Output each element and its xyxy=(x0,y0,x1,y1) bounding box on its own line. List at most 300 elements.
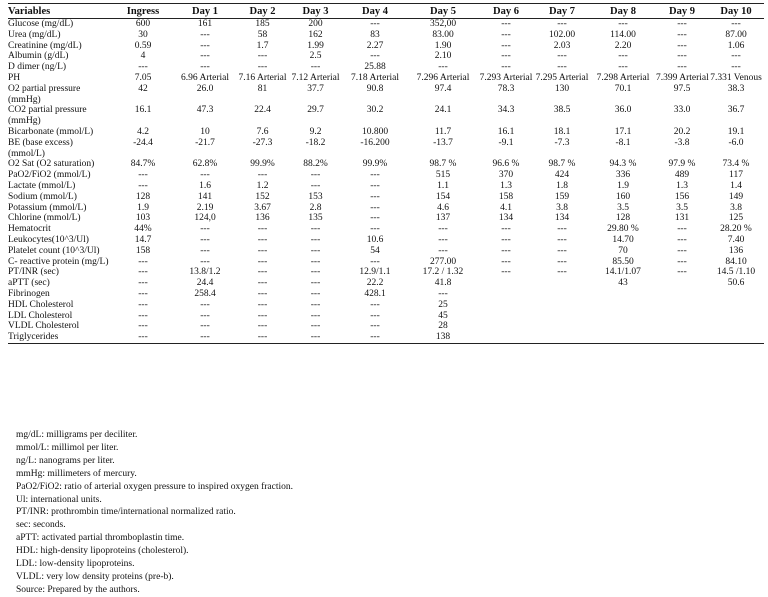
table-cell: --- xyxy=(370,310,380,321)
table-cell xyxy=(656,289,708,300)
table-cell: 44% xyxy=(134,224,152,235)
table-row xyxy=(8,213,764,224)
table-cell: --- xyxy=(257,267,268,278)
table-row xyxy=(8,300,764,311)
table-cell: 1.06 xyxy=(727,40,745,51)
table-row xyxy=(8,41,764,52)
footnote-line: PaO2/FiO2: ratio of arterial oxygen pressure to inspired oxygen fraction. xyxy=(16,481,294,492)
table-cell: --- xyxy=(557,62,567,73)
table-cell: 11.7 xyxy=(434,126,452,137)
footnote-line: VLDL: very low density proteins (pre-b). xyxy=(16,571,174,582)
table-cell: 24.1 xyxy=(434,105,452,116)
table-cell: 96.6 % xyxy=(492,159,520,170)
column-header: Day 10 xyxy=(708,4,764,19)
table-body xyxy=(8,19,764,344)
footnote-line: ng/L: nanograms per liter. xyxy=(16,455,115,466)
table-cell: --- xyxy=(677,51,687,62)
table-cell: --- xyxy=(200,170,210,181)
table-cell xyxy=(708,321,764,332)
table-row xyxy=(8,267,764,278)
table-cell: --- xyxy=(257,321,268,332)
table-cell xyxy=(708,311,764,322)
column-header: Day 7 xyxy=(534,4,590,19)
table-cell xyxy=(478,321,534,332)
table-cell: 73.4 % xyxy=(722,159,750,170)
table-cell: 9.2 xyxy=(309,126,322,137)
table-cell: 102.00 xyxy=(548,29,576,40)
table-cell: 114.00 xyxy=(610,29,636,40)
table-cell: 97.4 xyxy=(434,83,452,94)
table-cell: 2.20 xyxy=(614,40,632,51)
table-cell: 136 xyxy=(728,245,744,256)
table-cell: 99.9% xyxy=(362,159,388,170)
row-label: Hematocrit xyxy=(8,224,51,235)
table-cell: 18.1 xyxy=(553,126,571,137)
table-row xyxy=(8,30,764,41)
table-cell: -21.7 xyxy=(195,137,215,148)
table-cell xyxy=(656,311,708,322)
table-cell: 1.99 xyxy=(307,40,324,51)
table-cell: 54 xyxy=(370,245,380,256)
row-label: LDL Cholesterol xyxy=(8,310,73,321)
table-cell: 4.6 xyxy=(437,202,449,213)
table-cell xyxy=(534,300,590,311)
table-cell: --- xyxy=(370,213,380,224)
table-cell: --- xyxy=(200,51,210,62)
table-cell: 3.8 xyxy=(556,202,568,213)
table-row xyxy=(8,105,764,127)
table-cell xyxy=(478,289,534,300)
table-cell: 29.80 % xyxy=(607,224,639,235)
row-label: Fibrinogen xyxy=(8,288,50,299)
table-cell: 2.27 xyxy=(366,40,384,51)
table-cell: --- xyxy=(138,321,148,332)
table-cell: --- xyxy=(501,29,511,40)
table-cell: --- xyxy=(112,332,174,343)
table-cell: 10.800 xyxy=(361,126,389,137)
column-header: Day 6 xyxy=(478,4,534,19)
row-label: HDL Cholesterol xyxy=(8,299,74,310)
table-cell: --- xyxy=(677,40,687,51)
table-cell: --- xyxy=(677,234,687,245)
table-cell: 14.7 xyxy=(134,234,152,245)
table-cell: 70 xyxy=(618,245,628,256)
table-cell: 258.4 xyxy=(194,288,216,299)
table-cell: --- xyxy=(438,245,448,256)
table-cell: -3.8 xyxy=(674,137,690,148)
table-row xyxy=(8,192,764,203)
table-cell: 94.3 % xyxy=(609,159,637,170)
table-cell: 128 xyxy=(615,213,631,224)
table-cell: --- xyxy=(138,256,148,267)
table-cell xyxy=(590,321,656,332)
table-cell: --- xyxy=(501,267,511,278)
table-cell: --- xyxy=(370,191,380,202)
row-label: Sodium (mmol/L) xyxy=(8,191,77,202)
table-cell: --- xyxy=(257,288,268,299)
table-cell: 62.8% xyxy=(192,159,218,170)
table-row xyxy=(8,332,764,343)
table-cell: 7.05 xyxy=(134,72,152,83)
table-cell: 117 xyxy=(729,170,743,181)
table-cell: 17.1 xyxy=(614,126,632,137)
table-cell: 277.00 xyxy=(429,256,457,267)
table-cell: 1.9 xyxy=(137,202,149,213)
table-cell: --- xyxy=(257,245,268,256)
table-cell: 158 xyxy=(135,245,151,256)
table-cell xyxy=(534,278,590,289)
table-cell: 7.16 Arterial xyxy=(238,72,287,83)
table-cell: --- xyxy=(138,267,148,278)
table-cell: --- xyxy=(501,234,511,245)
table-cell: 81 xyxy=(257,83,268,94)
table-row xyxy=(8,246,764,257)
table-cell: --- xyxy=(310,321,321,332)
table-cell: 45 xyxy=(438,310,448,321)
table-cell: --- xyxy=(557,256,567,267)
column-header: Variables xyxy=(8,4,112,19)
table-cell: --- xyxy=(342,332,408,343)
table-cell: 34.3 xyxy=(497,105,515,116)
table-cell: 156 xyxy=(674,191,690,202)
table-cell: 4 xyxy=(140,51,146,62)
table-cell: 97.5 xyxy=(673,83,691,94)
table-cell: 7.331 Venous xyxy=(710,72,762,83)
footnote-line: Ul: international units. xyxy=(16,494,102,505)
table-cell: --- xyxy=(310,256,321,267)
table-cell: 136 xyxy=(255,213,270,224)
row-label: D dimer (ng/L) xyxy=(8,62,67,73)
row-label: Potassium (mmol/L) xyxy=(8,202,87,213)
table-cell: -18.2 xyxy=(305,137,326,148)
table-row xyxy=(8,19,764,30)
table-cell: 7.18 Arterial xyxy=(350,72,399,83)
table-cell: 352,00 xyxy=(429,19,457,29)
table-cell: 29.7 xyxy=(307,105,324,116)
table-cell: --- xyxy=(731,62,741,73)
table-cell: 88.2% xyxy=(303,159,328,170)
table-cell: --- xyxy=(257,51,268,62)
table-cell: --- xyxy=(257,256,268,267)
table-cell: 160 xyxy=(615,191,631,202)
table-row xyxy=(8,181,764,192)
table-cell: 131 xyxy=(674,213,690,224)
row-label: aPTT (sec) xyxy=(8,278,50,289)
table-cell: 42 xyxy=(138,83,148,94)
table-cell: 12.9/1.1 xyxy=(359,267,391,278)
table-cell: 6.96 Arterial xyxy=(180,72,229,83)
footnote-line: LDL: low-density lipoproteins. xyxy=(16,559,135,570)
table-cell: 2.8 xyxy=(309,202,322,213)
row-label: CO2 partial pressure (mmHg) xyxy=(8,105,87,127)
table-cell: --- xyxy=(310,299,321,310)
table-cell: 162 xyxy=(308,29,323,40)
column-header: Ingress xyxy=(112,4,174,19)
table-cell: --- xyxy=(200,224,210,235)
table-cell: --- xyxy=(200,29,210,40)
table-cell: --- xyxy=(200,62,210,73)
table-cell: 97.9 % xyxy=(668,159,696,170)
table-cell: 14.5 /1.10 xyxy=(716,267,756,278)
table-cell: 1.90 xyxy=(434,40,452,51)
table-cell xyxy=(656,300,708,311)
table-row xyxy=(8,127,764,138)
column-header: Day 5 xyxy=(408,4,478,19)
table-cell: --- xyxy=(557,267,567,278)
table-cell: --- xyxy=(557,224,567,235)
footnote-line: Source: Prepared by the authors. xyxy=(16,584,140,595)
table-cell: 336 xyxy=(615,170,631,181)
table-cell: --- xyxy=(677,62,687,73)
table-cell: --- xyxy=(501,62,511,73)
table-cell: 83 xyxy=(370,29,380,40)
table-cell: --- xyxy=(618,19,628,29)
table-cell: --- xyxy=(138,62,148,73)
table-cell: 489 xyxy=(674,170,690,181)
table-cell: 185 xyxy=(255,19,270,29)
table-cell xyxy=(708,289,764,300)
table-cell xyxy=(656,332,708,343)
table-cell: 16.1 xyxy=(134,105,152,116)
table-cell: -7.3 xyxy=(554,137,570,148)
table-cell: 7.293 Arterial xyxy=(479,72,533,83)
table-row xyxy=(8,51,764,62)
table-cell: --- xyxy=(138,299,148,310)
column-header: Day 4 xyxy=(342,4,408,19)
table-cell: --- xyxy=(310,170,321,181)
table-cell: -13.7 xyxy=(433,137,453,148)
table-cell: 1.3 xyxy=(676,180,688,191)
table-cell: -16.200 xyxy=(360,137,390,148)
table-cell: 25.88 xyxy=(364,62,386,73)
row-label: O2 partial pressure (mmHg) xyxy=(8,83,81,105)
table-cell: 134 xyxy=(498,213,514,224)
table-cell xyxy=(534,289,590,300)
table-cell: 28 xyxy=(438,321,448,332)
row-label: C- reactive protein (mg/L) xyxy=(8,256,109,267)
table-cell: 149 xyxy=(728,191,744,202)
table-cell: 7.12 Arterial xyxy=(291,72,340,83)
table-cell: 1.6 xyxy=(199,180,211,191)
table-row xyxy=(8,170,764,181)
table-cell: 25 xyxy=(438,299,448,310)
table-cell: 41.8 xyxy=(434,278,452,289)
table-cell: 3.5 xyxy=(676,202,688,213)
table-cell: 1.9 xyxy=(617,180,629,191)
row-label: Creatinine (mg/dL) xyxy=(8,40,82,51)
lab-results-table xyxy=(8,3,764,344)
table-cell: 84.10 xyxy=(725,256,747,267)
table-cell: 16.1 xyxy=(497,126,515,137)
footnote-line: aPTT: activated partial thromboplastin time. xyxy=(16,533,185,544)
row-label: Bicarbonate (mmol/L) xyxy=(8,126,94,137)
table-cell xyxy=(534,311,590,322)
table-cell: 87.00 xyxy=(725,29,747,40)
table-cell: --- xyxy=(501,256,511,267)
table-cell: --- xyxy=(200,310,210,321)
table-cell: --- xyxy=(174,332,236,343)
table-cell xyxy=(478,332,534,343)
table-cell: 3.67 xyxy=(254,202,271,213)
table-cell: 154 xyxy=(435,191,451,202)
table-cell: --- xyxy=(501,19,511,29)
table-cell xyxy=(534,321,590,332)
table-cell: 26.0 xyxy=(196,83,214,94)
table-cell: --- xyxy=(310,288,321,299)
table-cell: --- xyxy=(677,256,687,267)
table-cell: --- xyxy=(310,62,321,73)
row-label: Lactate (mmol/L) xyxy=(8,180,76,191)
table-cell: 1.8 xyxy=(556,180,568,191)
row-label: Chlorine (mmol/L) xyxy=(8,213,81,224)
table-cell: 84.7% xyxy=(130,159,156,170)
table-cell: --- xyxy=(257,299,268,310)
table-cell: 103 xyxy=(135,213,151,224)
table-cell xyxy=(590,332,656,343)
table-row xyxy=(8,257,764,268)
table-cell: 38.3 xyxy=(727,83,745,94)
table-cell: 24.4 xyxy=(196,278,214,289)
table-cell xyxy=(478,300,534,311)
row-label: Platelet count (10^3/Ul) xyxy=(8,245,100,256)
table-row xyxy=(8,203,764,214)
table-cell: --- xyxy=(370,170,380,181)
table-cell: 7.6 xyxy=(256,126,269,137)
table-cell: -24.4 xyxy=(133,137,153,148)
table-cell: 2.5 xyxy=(309,51,322,62)
table-cell: --- xyxy=(257,234,268,245)
table-cell: 370 xyxy=(498,170,514,181)
table-cell: 161 xyxy=(197,19,213,29)
table-cell: 153 xyxy=(308,191,323,202)
table-cell: 37.7 xyxy=(307,83,324,94)
table-cell: 85.50 xyxy=(612,256,634,267)
table-cell: 159 xyxy=(554,191,570,202)
row-label: PaO2/FiO2 (mmol/L) xyxy=(8,170,91,181)
table-header-row xyxy=(8,4,764,19)
table-cell: --- xyxy=(200,299,210,310)
table-cell: --- xyxy=(370,19,380,29)
table-cell: --- xyxy=(501,245,511,256)
table-row xyxy=(8,62,764,73)
table-cell: 7.40 xyxy=(727,234,745,245)
table-cell: --- xyxy=(200,245,210,256)
table-cell xyxy=(590,311,656,322)
table-cell: 98.7 % xyxy=(429,159,457,170)
table-cell xyxy=(656,321,708,332)
table-cell xyxy=(590,300,656,311)
table-cell: 1.1 xyxy=(437,180,449,191)
table-cell: 2.03 xyxy=(553,40,571,51)
table-cell: --- xyxy=(731,51,741,62)
table-cell: --- xyxy=(138,180,148,191)
table-cell: --- xyxy=(438,288,448,299)
table-cell: 1.7 xyxy=(256,40,269,51)
table-cell: -8.1 xyxy=(615,137,631,148)
row-label: O2 Sat (O2 saturation) xyxy=(8,159,95,170)
row-label: PH xyxy=(8,72,21,83)
footnote-line: mmHg: millimeters of mercury. xyxy=(16,468,137,479)
table-cell: --- xyxy=(557,245,567,256)
table-cell: --- xyxy=(310,278,321,289)
row-label: Leukocytes(10^3/Ul) xyxy=(8,234,89,245)
column-header: Day 2 xyxy=(236,4,289,19)
table-cell: 428.1 xyxy=(364,288,386,299)
table-cell: 7.295 Arterial xyxy=(535,72,589,83)
table-cell: 200 xyxy=(308,19,323,29)
table-cell: --- xyxy=(438,62,448,73)
table-cell xyxy=(478,278,534,289)
table-cell: --- xyxy=(618,62,628,73)
table-cell: --- xyxy=(501,51,511,62)
table-cell: --- xyxy=(557,234,567,245)
table-cell: --- xyxy=(370,224,380,235)
table-cell: 7.399 Arterial xyxy=(656,72,709,83)
table-cell: --- xyxy=(501,224,511,235)
footnote-line: HDL: high-density lipoproteins (cholesterol). xyxy=(16,546,189,557)
table-cell: 83.00 xyxy=(432,29,454,40)
table-row xyxy=(8,311,764,322)
table-cell: 36.7 xyxy=(727,105,745,116)
table-cell: --- xyxy=(236,332,289,343)
table-cell: --- xyxy=(370,299,380,310)
table-cell: 158 xyxy=(498,191,514,202)
footnote-line: mmol/L: millimol per liter. xyxy=(16,442,119,453)
table-cell: --- xyxy=(557,51,567,62)
table-cell: 38.5 xyxy=(553,105,571,116)
table-cell xyxy=(708,332,764,343)
table-cell: --- xyxy=(677,29,687,40)
table-cell: --- xyxy=(310,224,321,235)
table-cell: -9.1 xyxy=(498,137,514,148)
table-cell: 141 xyxy=(197,191,213,202)
table-cell: --- xyxy=(257,310,268,321)
table-cell: 90.8 xyxy=(366,83,384,94)
table-cell: -27.3 xyxy=(252,137,273,148)
table-cell: 138 xyxy=(408,332,478,343)
table-cell: --- xyxy=(138,288,148,299)
table-cell: --- xyxy=(370,180,380,191)
table-cell: 2.10 xyxy=(434,51,452,62)
table-cell: --- xyxy=(200,40,210,51)
table-cell: --- xyxy=(138,278,148,289)
table-cell: 22.2 xyxy=(366,278,384,289)
row-label: Triglycerides xyxy=(8,332,112,343)
table-cell: 424 xyxy=(554,170,570,181)
table-cell: --- xyxy=(370,321,380,332)
footnote-line: sec: seconds. xyxy=(16,520,66,531)
table-cell: --- xyxy=(370,256,380,267)
table-cell: --- xyxy=(310,180,321,191)
row-label: Albumin (g/dL) xyxy=(8,51,69,62)
table-row xyxy=(8,278,764,289)
table-cell: 1.2 xyxy=(256,180,269,191)
table-cell: 600 xyxy=(135,19,151,29)
table-cell: 137 xyxy=(435,213,451,224)
table-cell: 1.3 xyxy=(500,180,512,191)
footnote-line: mg/dL: milligrams per deciliter. xyxy=(16,430,138,440)
table-cell xyxy=(656,278,708,289)
table-cell: --- xyxy=(557,19,567,29)
table-cell: --- xyxy=(618,51,628,62)
table-cell: 99.9% xyxy=(250,159,275,170)
row-label: Urea (mg/dL) xyxy=(8,29,61,40)
table-cell: 36.0 xyxy=(614,105,632,116)
table-cell: 19.1 xyxy=(727,126,745,137)
table-cell: --- xyxy=(257,224,268,235)
table-cell: 134 xyxy=(554,213,570,224)
table-cell: --- xyxy=(200,234,210,245)
